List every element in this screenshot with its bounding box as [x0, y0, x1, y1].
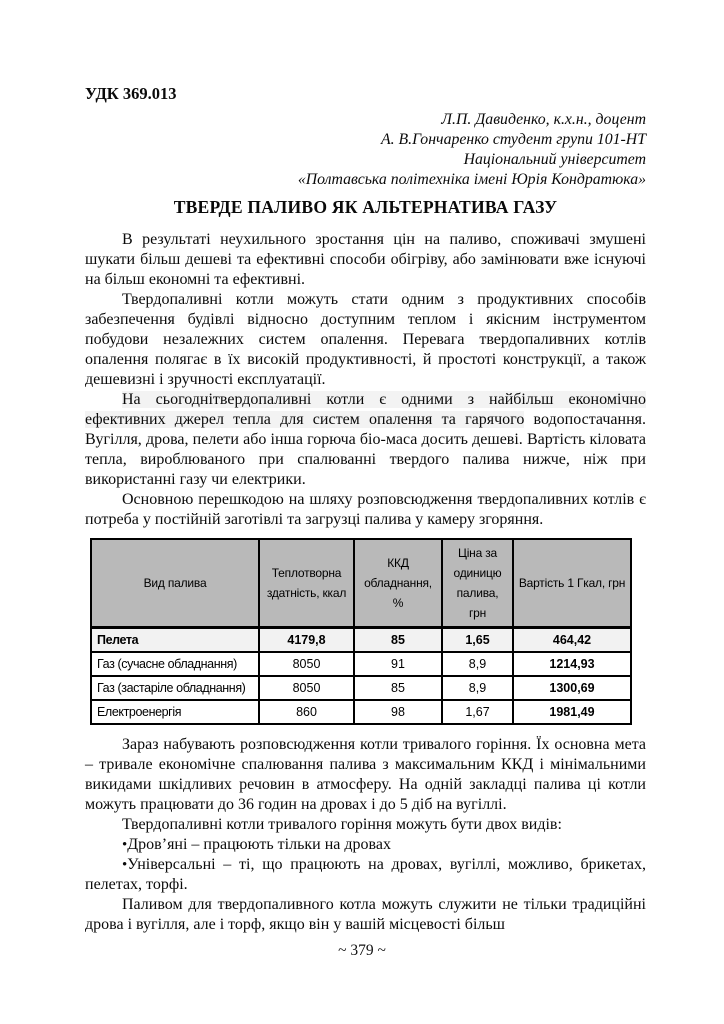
paragraph-5: Зараз набувають розповсюдження котли тривалого горіння. Їх основна мета – тривале економічне спалювання палива з максимальним ККД і мінімальними викидами шкідливих речовин в атмосферу. На одній закладці палива ці котли можуть працювати до 36 годин на дровах і до 5 діб на вугіллі. — [85, 736, 646, 813]
paragraph-6: Твердопаливні котли тривалого горіння можуть бути двох видів: — [122, 816, 562, 833]
affiliation-line: Національний університет — [463, 151, 646, 168]
highlighted-text: На сьогоднітвердопаливні котли є одними з найбільш економічно ефективних джерел тепла для систем опалення та гарячого — [85, 391, 646, 428]
paragraph-7: Паливом для твердопаливного котла можуть служити не тільки традиційні дрова і вугілля, але і торф, якщо він у вашій місцевості більш — [85, 896, 646, 933]
cell-calorific: 860 — [259, 700, 354, 724]
column-header-efficiency: ККД обладнання, % — [354, 539, 442, 628]
paragraph-2: Твердопаливні котли можуть стати одним з продуктивних способів забезпечення будівлі відносно доступним теплом і якісним інструментом побудови незалежних систем опалення. Перевага твердопаливних котлів опалення полягає в їх високій продуктивності, й простоті конструкції, а також дешевизні і зручності експлуатації. — [85, 291, 646, 388]
table-row — [91, 700, 631, 724]
table-row — [91, 652, 631, 676]
bullet-item — [85, 855, 646, 895]
paragraph-3 — [85, 390, 646, 490]
cell-unit-price: 8,9 — [442, 652, 513, 676]
table-row — [91, 676, 631, 700]
column-header-calorific: Теплотворна здатність, ккал — [259, 539, 354, 628]
article-title: ТВЕРДЕ ПАЛИВО ЯК АЛЬТЕРНАТИВА ГАЗУ — [173, 197, 558, 217]
paragraph-text: водопостачання. Вугілля, дрова, пелети або інша горюча біо-маса досить дешеві. Вартість кіловата тепла, вироблюваного при спалюванні твердого палива нижче, ніж при використанні газу чи електрики. — [85, 411, 647, 488]
column-header-fuel-type: Вид палива — [91, 539, 259, 628]
paragraph-1: В результаті неухильного зростання цін на паливо, споживачі змушені шукати більш дешеві та ефективні способи обігріву, або замінювати вже існуючі на більш економні та ефективні. — [85, 231, 646, 288]
cell-calorific: 8050 — [259, 652, 354, 676]
cell-gcal-cost: 1300,69 — [513, 676, 631, 700]
author-block — [85, 110, 646, 190]
cell-fuel-type: Газ (застаріле обладнання) — [91, 676, 259, 700]
bullet-text: Дров’яні – працюють тільки на дровах — [127, 836, 391, 853]
cell-calorific: 8050 — [259, 676, 354, 700]
cell-gcal-cost: 1214,93 — [513, 652, 631, 676]
bullet-icon: • — [122, 837, 128, 853]
author-line: А. В.Гончаренко студент групи 101-НТ — [380, 131, 646, 148]
bullet-text: Універсальні – ті, що працюють на дровах, вугіллі, можливо, брикетах, пелетах, торфі. — [85, 856, 646, 893]
cell-fuel-type: Пелета — [91, 628, 259, 653]
bullet-icon: • — [122, 857, 128, 873]
table-header-row — [91, 539, 631, 628]
page-number: ~ 379 ~ — [338, 942, 386, 959]
cell-gcal-cost: 1981,49 — [513, 700, 631, 724]
bullet-item — [85, 835, 646, 855]
table-row — [91, 628, 631, 653]
cell-unit-price: 1,67 — [442, 700, 513, 724]
cell-gcal-cost: 464,42 — [513, 628, 631, 653]
cell-efficiency: 85 — [354, 676, 442, 700]
column-header-unit-price: Ціна за одиницю палива, грн — [442, 539, 513, 628]
cell-calorific: 4179,8 — [259, 628, 354, 653]
cell-efficiency: 91 — [354, 652, 442, 676]
paragraph-4: Основною перешкодою на шляху розповсюдження твердопаливних котлів є потреба у постійній заготівлі та загрузці палива у камеру згоряння. — [85, 491, 646, 528]
author-line: Л.П. Давиденко, к.х.н., доцент — [441, 111, 646, 128]
fuel-comparison-table — [90, 538, 632, 725]
affiliation-line: «Полтавська політехніка імені Юрія Кондратюка» — [297, 171, 646, 188]
cell-fuel-type: Газ (сучасне обладнання) — [91, 652, 259, 676]
cell-efficiency: 98 — [354, 700, 442, 724]
cell-fuel-type: Електроенергія — [91, 700, 259, 724]
column-header-gcal-cost: Вартість 1 Гкал, грн — [513, 539, 631, 628]
cell-unit-price: 1,65 — [442, 628, 513, 653]
cell-unit-price: 8,9 — [442, 676, 513, 700]
cell-efficiency: 85 — [354, 628, 442, 653]
udc-code: УДК 369.013 — [85, 84, 177, 103]
